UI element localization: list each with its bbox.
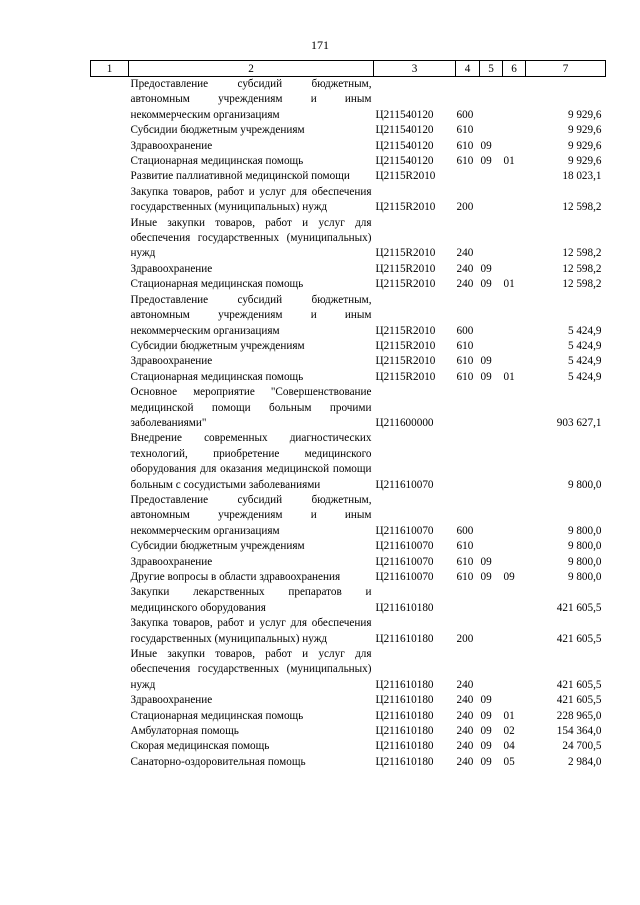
row-section: 09 bbox=[480, 370, 492, 383]
table-body bbox=[91, 77, 606, 771]
row-name: Иные закупки товаров, работ и услуг для обеспечения государственных (муниципальных) нужд bbox=[130, 216, 372, 260]
row-subsection bbox=[503, 293, 526, 339]
row-amount: 421 605,5 bbox=[556, 601, 602, 614]
row-subsection bbox=[503, 262, 526, 277]
row-blank-cell bbox=[91, 693, 129, 708]
row-name: Здравоохранение bbox=[130, 139, 213, 152]
row-blank-cell bbox=[91, 431, 129, 493]
row-subsection: 09 bbox=[503, 571, 515, 583]
row-blank-cell bbox=[91, 539, 129, 554]
row-section: 09 bbox=[480, 262, 492, 275]
row-blank-cell bbox=[91, 216, 129, 262]
row-code: Ц211610070 bbox=[375, 571, 434, 583]
table-row bbox=[91, 755, 606, 770]
row-name: Предоставление субсидий бюджетным, автономным учреждениям и иным некоммерческим организациям bbox=[130, 78, 372, 121]
row-amount: 5 424,9 bbox=[567, 324, 602, 337]
row-section: 09 bbox=[480, 555, 492, 568]
row-blank-cell bbox=[91, 77, 129, 124]
row-code: Ц2115R2010 bbox=[375, 247, 436, 260]
row-amount: 12 598,2 bbox=[562, 278, 602, 291]
row-name: Стационарная медицинская помощь bbox=[130, 709, 304, 722]
row-code: Ц2115R2010 bbox=[375, 262, 436, 275]
row-section: 09 bbox=[480, 571, 492, 583]
row-expense-type bbox=[456, 431, 480, 493]
row-amount: 18 023,1 bbox=[562, 170, 602, 183]
row-code: Ц2115R2010 bbox=[375, 339, 436, 352]
row-name: Здравоохранение bbox=[130, 555, 213, 568]
row-section: 09 bbox=[480, 278, 492, 291]
table-row bbox=[91, 724, 606, 739]
row-expense-type: 240 bbox=[456, 262, 474, 275]
row-subsection bbox=[503, 185, 526, 216]
row-code: Ц211610180 bbox=[375, 678, 434, 691]
row-code: Ц211610070 bbox=[375, 540, 434, 553]
row-blank-cell bbox=[91, 585, 129, 616]
row-blank-cell bbox=[91, 354, 129, 369]
row-subsection: 01 bbox=[503, 155, 515, 168]
row-subsection bbox=[503, 123, 526, 138]
table-row bbox=[91, 262, 606, 277]
row-expense-type: 240 bbox=[456, 678, 474, 691]
row-section bbox=[480, 647, 503, 693]
row-blank-cell bbox=[91, 647, 129, 693]
row-section bbox=[480, 585, 503, 616]
row-code: Ц2115R2010 bbox=[375, 170, 436, 183]
row-blank-cell bbox=[91, 755, 129, 770]
row-subsection bbox=[503, 647, 526, 693]
row-amount: 228 965,0 bbox=[556, 709, 602, 722]
row-subsection bbox=[503, 431, 526, 493]
row-amount: 12 598,2 bbox=[562, 247, 602, 260]
row-name: Предоставление субсидий бюджетным, автономным учреждениям и иным некоммерческим организациям bbox=[130, 293, 372, 337]
row-name: Здравоохранение bbox=[130, 355, 213, 368]
row-amount: 9 929,6 bbox=[567, 139, 602, 152]
table-row bbox=[91, 169, 606, 184]
row-section: 09 bbox=[480, 155, 492, 168]
row-name: Амбулаторная помощь bbox=[130, 725, 239, 738]
row-expense-type: 610 bbox=[456, 339, 474, 352]
row-blank-cell bbox=[91, 139, 129, 154]
row-subsection bbox=[503, 539, 526, 554]
row-expense-type: 610 bbox=[456, 370, 474, 383]
row-blank-cell bbox=[91, 339, 129, 354]
table-row bbox=[91, 693, 606, 708]
row-code: Ц211610180 bbox=[375, 601, 434, 614]
row-section bbox=[480, 385, 503, 431]
row-name: Стационарная медицинская помощь bbox=[130, 278, 304, 291]
row-name: Стационарная медицинская помощь bbox=[130, 370, 304, 383]
row-name: Субсидии бюджетным учреждениям bbox=[130, 124, 305, 137]
row-section bbox=[480, 123, 503, 138]
column-header-4: 4 bbox=[456, 61, 480, 77]
page-number: 171 bbox=[311, 38, 329, 52]
row-expense-type: 610 bbox=[456, 571, 474, 583]
row-section bbox=[480, 539, 503, 554]
row-name: Стационарная медицинская помощь bbox=[130, 155, 304, 168]
row-code: Ц211610180 bbox=[375, 709, 434, 722]
row-blank-cell bbox=[91, 385, 129, 431]
row-subsection bbox=[503, 216, 526, 262]
row-subsection: 01 bbox=[503, 278, 515, 291]
row-blank-cell bbox=[91, 616, 129, 647]
row-subsection bbox=[503, 169, 526, 184]
row-blank-cell bbox=[91, 293, 129, 339]
table-row bbox=[91, 216, 606, 262]
row-amount: 9 800,0 bbox=[567, 540, 602, 553]
row-name: Внедрение современных диагностических технологий, приобретение медицинского оборудования для оказания медицинской помощи больным с сосудистыми заболеваниями bbox=[130, 432, 372, 491]
row-expense-type: 240 bbox=[456, 694, 474, 707]
table-row bbox=[91, 570, 606, 585]
row-code: Ц2115R2010 bbox=[375, 278, 436, 291]
row-blank-cell bbox=[91, 262, 129, 277]
row-blank-cell bbox=[91, 123, 129, 138]
row-expense-type: 240 bbox=[456, 247, 474, 260]
row-name: Здравоохранение bbox=[130, 694, 213, 707]
row-expense-type: 200 bbox=[456, 201, 474, 214]
row-code: Ц211610180 bbox=[375, 725, 434, 738]
row-name: Иные закупки товаров, работ и услуг для обеспечения государственных (муниципальных) нужд bbox=[130, 648, 372, 691]
row-expense-type: 240 bbox=[456, 278, 474, 291]
row-expense-type: 610 bbox=[456, 555, 474, 568]
table-row bbox=[91, 709, 606, 724]
row-expense-type: 610 bbox=[456, 139, 474, 152]
row-subsection bbox=[503, 585, 526, 616]
row-amount: 421 605,5 bbox=[556, 694, 602, 707]
row-subsection: 02 bbox=[503, 725, 515, 738]
row-amount: 421 605,5 bbox=[556, 632, 602, 645]
row-name: Закупка товаров, работ и услуг для обеспечения государственных (муниципальных) нужд bbox=[130, 617, 372, 645]
row-blank-cell bbox=[91, 570, 129, 585]
row-name: Субсидии бюджетным учреждениям bbox=[130, 339, 305, 352]
row-subsection: 01 bbox=[503, 370, 515, 383]
row-expense-type: 600 bbox=[456, 524, 474, 537]
row-section bbox=[480, 339, 503, 354]
row-section bbox=[480, 493, 503, 539]
table-row bbox=[91, 555, 606, 570]
row-name: Другие вопросы в области здравоохранения bbox=[130, 571, 341, 583]
table-row bbox=[91, 370, 606, 385]
row-code: Ц211540120 bbox=[375, 155, 434, 168]
row-code: Ц211610180 bbox=[375, 694, 434, 707]
row-blank-cell bbox=[91, 709, 129, 724]
table-row bbox=[91, 539, 606, 554]
row-subsection bbox=[503, 354, 526, 369]
row-amount: 2 984,0 bbox=[567, 755, 602, 768]
row-code: Ц2115R2010 bbox=[375, 370, 436, 383]
column-header-7: 7 bbox=[526, 61, 606, 77]
row-section bbox=[480, 293, 503, 339]
row-amount: 24 700,5 bbox=[562, 740, 602, 753]
row-subsection: 04 bbox=[503, 740, 515, 753]
row-amount: 421 605,5 bbox=[556, 678, 602, 691]
table-row bbox=[91, 739, 606, 754]
row-name: Закупка товаров, работ и услуг для обеспечения государственных (муниципальных) нужд bbox=[130, 185, 372, 214]
row-code: Ц2115R2010 bbox=[375, 355, 436, 368]
row-amount: 9 929,6 bbox=[567, 155, 602, 168]
row-amount: 9 800,0 bbox=[567, 478, 602, 491]
row-blank-cell bbox=[91, 724, 129, 739]
row-expense-type: 200 bbox=[456, 632, 474, 645]
row-amount: 5 424,9 bbox=[567, 355, 602, 368]
row-name: Здравоохранение bbox=[130, 262, 213, 275]
row-amount: 9 929,6 bbox=[567, 108, 602, 121]
column-header-3: 3 bbox=[374, 61, 456, 77]
table-row bbox=[91, 77, 606, 124]
row-subsection bbox=[503, 339, 526, 354]
row-code: Ц211610180 bbox=[375, 755, 434, 768]
row-amount: 9 800,0 bbox=[567, 524, 602, 537]
table-row bbox=[91, 616, 606, 647]
table-row bbox=[91, 154, 606, 169]
row-section: 09 bbox=[480, 740, 492, 753]
row-subsection bbox=[503, 139, 526, 154]
row-code: Ц211540120 bbox=[375, 139, 434, 152]
table-row bbox=[91, 293, 606, 339]
table-row bbox=[91, 647, 606, 693]
row-section: 09 bbox=[480, 355, 492, 368]
row-section: 09 bbox=[480, 755, 492, 768]
row-expense-type bbox=[456, 585, 480, 616]
row-amount: 5 424,9 bbox=[567, 339, 602, 352]
row-subsection bbox=[503, 77, 526, 124]
row-expense-type: 610 bbox=[456, 124, 474, 137]
row-subsection bbox=[503, 385, 526, 431]
table-row bbox=[91, 185, 606, 216]
row-amount: 154 364,0 bbox=[556, 725, 602, 738]
row-blank-cell bbox=[91, 154, 129, 169]
row-section bbox=[480, 185, 503, 216]
table-row bbox=[91, 354, 606, 369]
row-name: Субсидии бюджетным учреждениям bbox=[130, 540, 305, 553]
row-name: Закупки лекарственных препаратов и медицинского оборудования bbox=[130, 586, 372, 614]
row-subsection bbox=[503, 616, 526, 647]
column-header-5: 5 bbox=[480, 61, 503, 77]
row-subsection: 05 bbox=[503, 755, 515, 768]
row-code: Ц211600000 bbox=[375, 416, 434, 429]
row-amount: 9 800,0 bbox=[567, 555, 602, 568]
row-code: Ц211610070 bbox=[375, 478, 434, 491]
row-amount: 12 598,2 bbox=[562, 262, 602, 275]
row-name: Предоставление субсидий бюджетным, автономным учреждениям и иным некоммерческим организациям bbox=[130, 493, 372, 537]
table-row bbox=[91, 123, 606, 138]
column-header-1: 1 bbox=[91, 61, 129, 77]
row-expense-type: 610 bbox=[456, 155, 474, 168]
row-subsection bbox=[503, 555, 526, 570]
row-code: Ц211540120 bbox=[375, 108, 434, 121]
row-code: Ц211610070 bbox=[375, 555, 434, 568]
row-expense-type bbox=[456, 385, 480, 431]
row-amount: 9 929,6 bbox=[567, 124, 602, 137]
row-amount: 9 800,0 bbox=[567, 571, 602, 583]
row-blank-cell bbox=[91, 169, 129, 184]
row-section bbox=[480, 431, 503, 493]
row-expense-type: 600 bbox=[456, 324, 474, 337]
row-name: Скорая медицинская помощь bbox=[130, 740, 270, 753]
table-header bbox=[91, 61, 606, 77]
header-row bbox=[91, 61, 606, 77]
table-row bbox=[91, 339, 606, 354]
table-row bbox=[91, 277, 606, 292]
row-amount: 5 424,9 bbox=[567, 370, 602, 383]
row-code: Ц211610180 bbox=[375, 632, 434, 645]
table-row bbox=[91, 431, 606, 493]
row-subsection: 01 bbox=[503, 709, 515, 722]
row-name: Развитие паллиативной медицинской помощи bbox=[130, 170, 350, 183]
row-code: Ц2115R2010 bbox=[375, 201, 436, 214]
row-code: Ц211610070 bbox=[375, 524, 434, 537]
table-row bbox=[91, 139, 606, 154]
column-header-6: 6 bbox=[503, 61, 526, 77]
row-code: Ц211610180 bbox=[375, 740, 434, 753]
row-blank-cell bbox=[91, 370, 129, 385]
row-section: 09 bbox=[480, 139, 492, 152]
row-section bbox=[480, 216, 503, 262]
row-blank-cell bbox=[91, 555, 129, 570]
row-expense-type: 240 bbox=[456, 740, 474, 753]
row-code: Ц211540120 bbox=[375, 124, 434, 137]
row-section: 09 bbox=[480, 725, 492, 738]
row-expense-type: 610 bbox=[456, 540, 474, 553]
row-expense-type: 240 bbox=[456, 725, 474, 738]
row-amount: 12 598,2 bbox=[562, 201, 602, 214]
row-section: 09 bbox=[480, 694, 492, 707]
row-expense-type bbox=[456, 169, 480, 184]
row-section bbox=[480, 77, 503, 124]
row-subsection bbox=[503, 693, 526, 708]
row-expense-type: 600 bbox=[456, 108, 474, 121]
row-expense-type: 610 bbox=[456, 355, 474, 368]
table-row bbox=[91, 385, 606, 431]
row-blank-cell bbox=[91, 739, 129, 754]
column-header-2: 2 bbox=[129, 61, 374, 77]
row-name: Санаторно-оздоровительная помощь bbox=[130, 755, 306, 768]
row-section: 09 bbox=[480, 709, 492, 722]
row-blank-cell bbox=[91, 493, 129, 539]
row-blank-cell bbox=[91, 277, 129, 292]
row-section bbox=[480, 169, 503, 184]
row-expense-type: 240 bbox=[456, 755, 474, 768]
row-code: Ц2115R2010 bbox=[375, 324, 436, 337]
row-section bbox=[480, 616, 503, 647]
table-row bbox=[91, 585, 606, 616]
table-row bbox=[91, 493, 606, 539]
row-name: Основное мероприятие "Совершенствование медицинской помощи больным прочими заболеваниями" bbox=[130, 386, 372, 429]
row-subsection bbox=[503, 493, 526, 539]
budget-table bbox=[90, 60, 606, 770]
row-amount: 903 627,1 bbox=[556, 416, 602, 429]
row-expense-type: 240 bbox=[456, 709, 474, 722]
row-blank-cell bbox=[91, 185, 129, 216]
